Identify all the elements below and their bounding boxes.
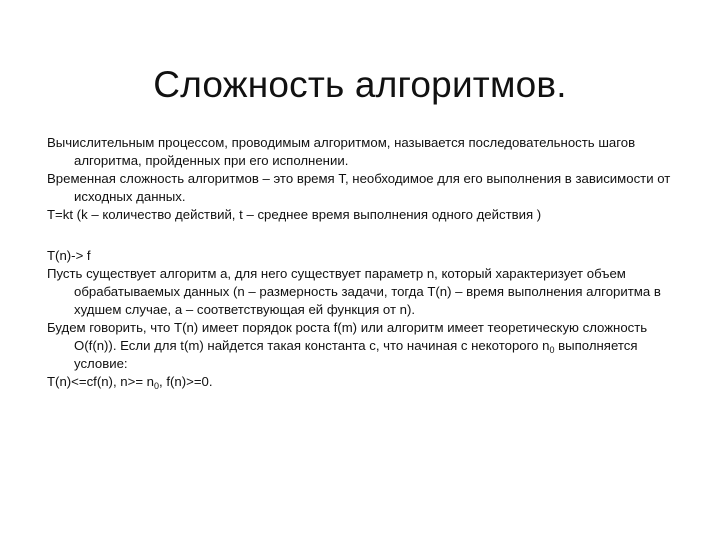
condition-formula-text: T(n)<=cf(n), n>= n [47, 374, 155, 389]
paragraph-time-function: T(n)-> f [47, 248, 91, 263]
paragraph-computational-process: Вычислительным процессом, проводимым алгоритмом, называется последовательность шагов алгоритма, пройденных при его исполнении. [47, 135, 636, 168]
growth-order-subscript: 0 [549, 345, 555, 355]
paragraph-condition-formula [47, 373, 687, 391]
growth-order-text: Будем говорить, что T(n) имеет порядок роста f(m) или алгоритм имеет теоретическую сложность O(f(n)). Если для t(m) найдется такая константа с, что начиная с некоторого n [47, 320, 648, 353]
paragraph-algorithm-parameter: Пусть существует алгоритм а, для него существует параметр n, который характеризует объем обрабатываемых данных (n – размерность задачи, тогда T(n) – время выполнения алгоритма в худшем случае, а – соответствующая ей функция от n). [47, 266, 661, 317]
growth-order-tail: выполняется условие: [74, 338, 638, 371]
condition-formula-subscript: 0 [154, 381, 160, 391]
paragraph-time-formula: T=kt (k – количество действий, t – среднее время выполнения одного действия ) [47, 207, 542, 222]
paragraph-growth-order [47, 319, 687, 373]
paragraph-time-complexity: Временная сложность алгоритмов – это время Т, необходимое для его выполнения в зависимости от исходных данных. [47, 171, 671, 204]
slide-body [47, 134, 687, 391]
condition-formula-tail: , f(n)>=0. [159, 374, 213, 389]
slide-title: Сложность алгоритмов. [153, 64, 567, 105]
